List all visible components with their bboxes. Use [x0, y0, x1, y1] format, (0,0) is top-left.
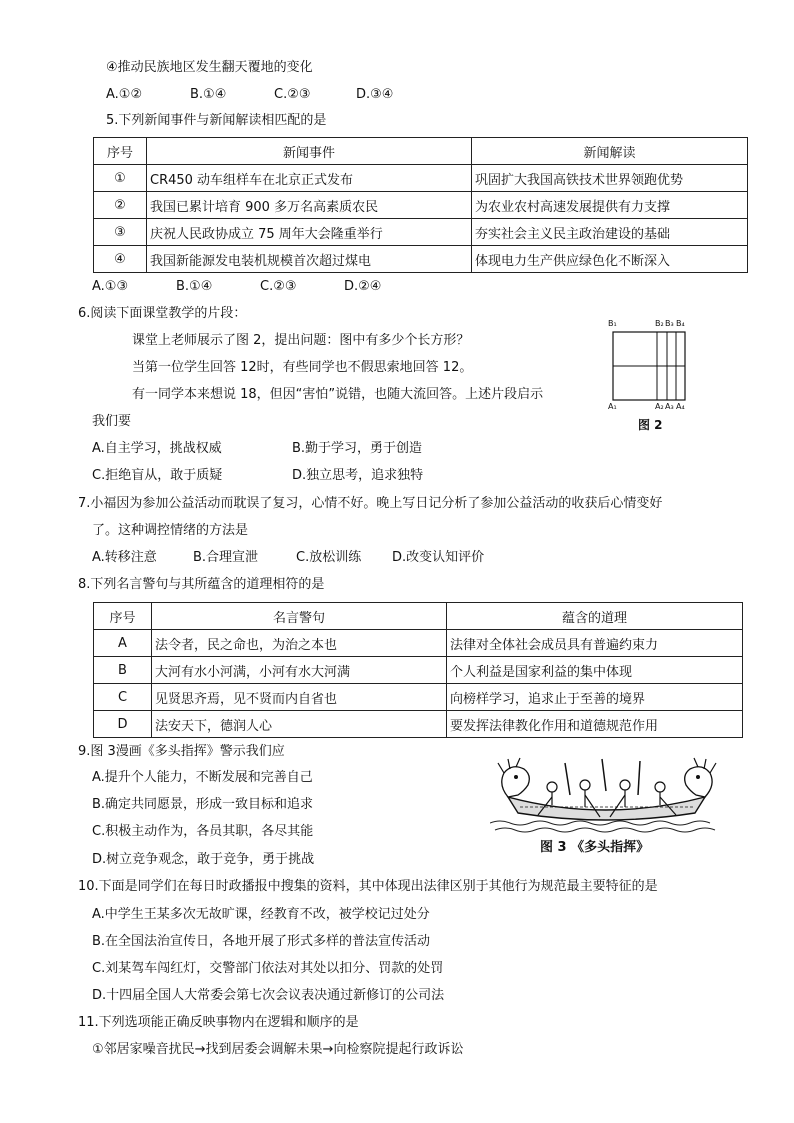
- table-header-row: [94, 138, 748, 165]
- q7-option-a: A.转移注意: [92, 550, 157, 565]
- table-cell: 体现电力生产供应绿色化不断深入: [472, 246, 748, 273]
- q5-option-d: D.②④: [344, 279, 382, 294]
- q4-item4: ④推动民族地区发生翻天覆地的变化: [106, 60, 313, 75]
- q7-option-b: B.合理宣泄: [193, 550, 259, 565]
- table-row: [94, 657, 743, 684]
- cartoon-dragon-boat: [490, 755, 720, 835]
- q4-option-b: B.①④: [190, 87, 227, 102]
- figure-label: A₄: [676, 402, 685, 411]
- table-cell: A: [94, 630, 152, 657]
- table-cell: CR450 动车组样车在北京正式发布: [147, 165, 472, 192]
- table-row: [94, 711, 743, 738]
- figure-label: A₂: [655, 402, 664, 411]
- table-cell: ②: [94, 192, 147, 219]
- table-cell: 向榜样学习，追求止于至善的境界: [447, 684, 743, 711]
- q4-option-c: C.②③: [274, 87, 311, 102]
- q10-option-c: C.刘某驾车闯红灯，交警部门依法对其处以扣分、罚款的处罚: [92, 961, 444, 976]
- q11-item1: ①邻居家噪音扰民→找到居委会调解未果→向检察院提起行政诉讼: [92, 1042, 464, 1057]
- q4-option-a: A.①②: [106, 87, 143, 102]
- table-cell: 法律对全体社会成员具有普遍约束力: [447, 630, 743, 657]
- q6-option-a: A.自主学习，挑战权威: [92, 441, 222, 456]
- figure-label: A₃: [665, 402, 674, 411]
- table-cell: 要发挥法律教化作用和道德规范作用: [447, 711, 743, 738]
- table-cell: 大河有水小河满，小河有水大河满: [152, 657, 447, 684]
- table-row: [94, 192, 748, 219]
- table-cell: 为农业农村高速发展提供有力支撑: [472, 192, 748, 219]
- q6-paragraph-4: 我们要: [92, 414, 132, 429]
- table-cell: 巩固扩大我国高铁技术世界领跑优势: [472, 165, 748, 192]
- figure-label: B₃: [665, 319, 674, 328]
- figure-label: B₂: [655, 319, 664, 328]
- table-row: [94, 684, 743, 711]
- table-row: [94, 219, 748, 246]
- table-header-row: [94, 603, 743, 630]
- q11-stem: 11.下列选项能正确反映事物内在逻辑和顺序的是: [78, 1015, 359, 1030]
- q7-stem-line-2: 了。这种调控情绪的方法是: [92, 523, 249, 538]
- q6-option-d: D.独立思考，追求独特: [292, 468, 424, 483]
- table-cell: 法令者，民之命也，为治之本也: [152, 630, 447, 657]
- table-header-cell: 序号: [94, 138, 147, 165]
- q5-option-b: B.①④: [176, 279, 213, 294]
- table-row: [94, 246, 748, 273]
- q7-option-d: D.改变认知评价: [392, 550, 485, 565]
- q6-paragraph-2: 当第一位学生回答 12时，有些同学也不假思索地回答 12。: [132, 360, 473, 375]
- q10-option-b: B.在全国法治宣传日，各地开展了形式多样的普法宣传活动: [92, 934, 431, 949]
- q9-stem: 9.图 3漫画《多头指挥》警示我们应: [78, 744, 285, 759]
- table-cell: 我国新能源发电装机规模首次超过煤电: [147, 246, 472, 273]
- table-header-cell: 序号: [94, 603, 152, 630]
- table-cell: ③: [94, 219, 147, 246]
- figure-3-caption: 图 3 《多头指挥》: [540, 840, 650, 855]
- figure-2-caption: 图 2: [638, 418, 663, 432]
- table-cell: ④: [94, 246, 147, 273]
- table-cell: 法安天下，德润人心: [152, 711, 447, 738]
- figure-label: A₁: [608, 402, 617, 411]
- figure-2-rectangles: [605, 318, 695, 414]
- q8-stem: 8.下列名言警句与其所蕴含的道理相符的是: [78, 577, 325, 592]
- q6-option-b: B.勤于学习，勇于创造: [292, 441, 423, 456]
- table-header-cell: 蕴含的道理: [447, 603, 743, 630]
- q6-paragraph-3: 有一同学本来想说 18，但因“害怕”说错，也随大流回答。上述片段启示: [132, 387, 544, 402]
- q6-stem: 6.阅读下面课堂教学的片段：: [78, 306, 247, 321]
- q7-option-c: C.放松训练: [296, 550, 362, 565]
- table-cell: 见贤思齐焉，见不贤而内自省也: [152, 684, 447, 711]
- table-header-cell: 新闻事件: [147, 138, 472, 165]
- table-cell: 个人利益是国家利益的集中体现: [447, 657, 743, 684]
- figure-label: B₁: [608, 319, 617, 328]
- q5-stem: 5.下列新闻事件与新闻解读相匹配的是: [106, 113, 327, 128]
- table-cell: B: [94, 657, 152, 684]
- table-row: [94, 630, 743, 657]
- table-cell: 我国已累计培育 900 多万名高素质农民: [147, 192, 472, 219]
- table-cell: C: [94, 684, 152, 711]
- q6-option-c: C.拒绝盲从，敢于质疑: [92, 468, 223, 483]
- table-cell: ①: [94, 165, 147, 192]
- table-header-cell: 新闻解读: [472, 138, 748, 165]
- table-row: [94, 165, 748, 192]
- table-header-cell: 名言警句: [152, 603, 447, 630]
- table-cell: 夯实社会主义民主政治建设的基础: [472, 219, 748, 246]
- q9-option-a: A.提升个人能力，不断发展和完善自己: [92, 770, 313, 785]
- q8-table: [93, 602, 743, 738]
- figure-label: B₄: [676, 319, 685, 328]
- q9-option-b: B.确定共同愿景，形成一致目标和追求: [92, 797, 314, 812]
- q7-stem-line-1: 7.小福因为参加公益活动而耽误了复习，心情不好。晚上写日记分析了参加公益活动的收获后心情变好: [78, 496, 663, 511]
- q5-option-c: C.②③: [260, 279, 297, 294]
- q5-option-a: A.①③: [92, 279, 129, 294]
- q10-option-a: A.中学生王某多次无故旷课，经教育不改，被学校记过处分: [92, 907, 430, 922]
- table-cell: D: [94, 711, 152, 738]
- table-cell: 庆祝人民政协成立 75 周年大会隆重举行: [147, 219, 472, 246]
- q4-option-d: D.③④: [356, 87, 394, 102]
- q9-option-d: D.树立竞争观念，敢于竞争，勇于挑战: [92, 852, 315, 867]
- q10-stem: 10.下面是同学们在每日时政播报中搜集的资料，其中体现出法律区别于其他行为规范最主要特征的是: [78, 879, 658, 894]
- q10-option-d: D.十四届全国人大常委会第七次会议表决通过新修订的公司法: [92, 988, 445, 1003]
- q5-table: [93, 137, 748, 273]
- q9-option-c: C.积极主动作为，各员其职，各尽其能: [92, 824, 314, 839]
- q6-paragraph-1: 课堂上老师展示了图 2，提出问题：图中有多少个长方形？: [132, 333, 470, 348]
